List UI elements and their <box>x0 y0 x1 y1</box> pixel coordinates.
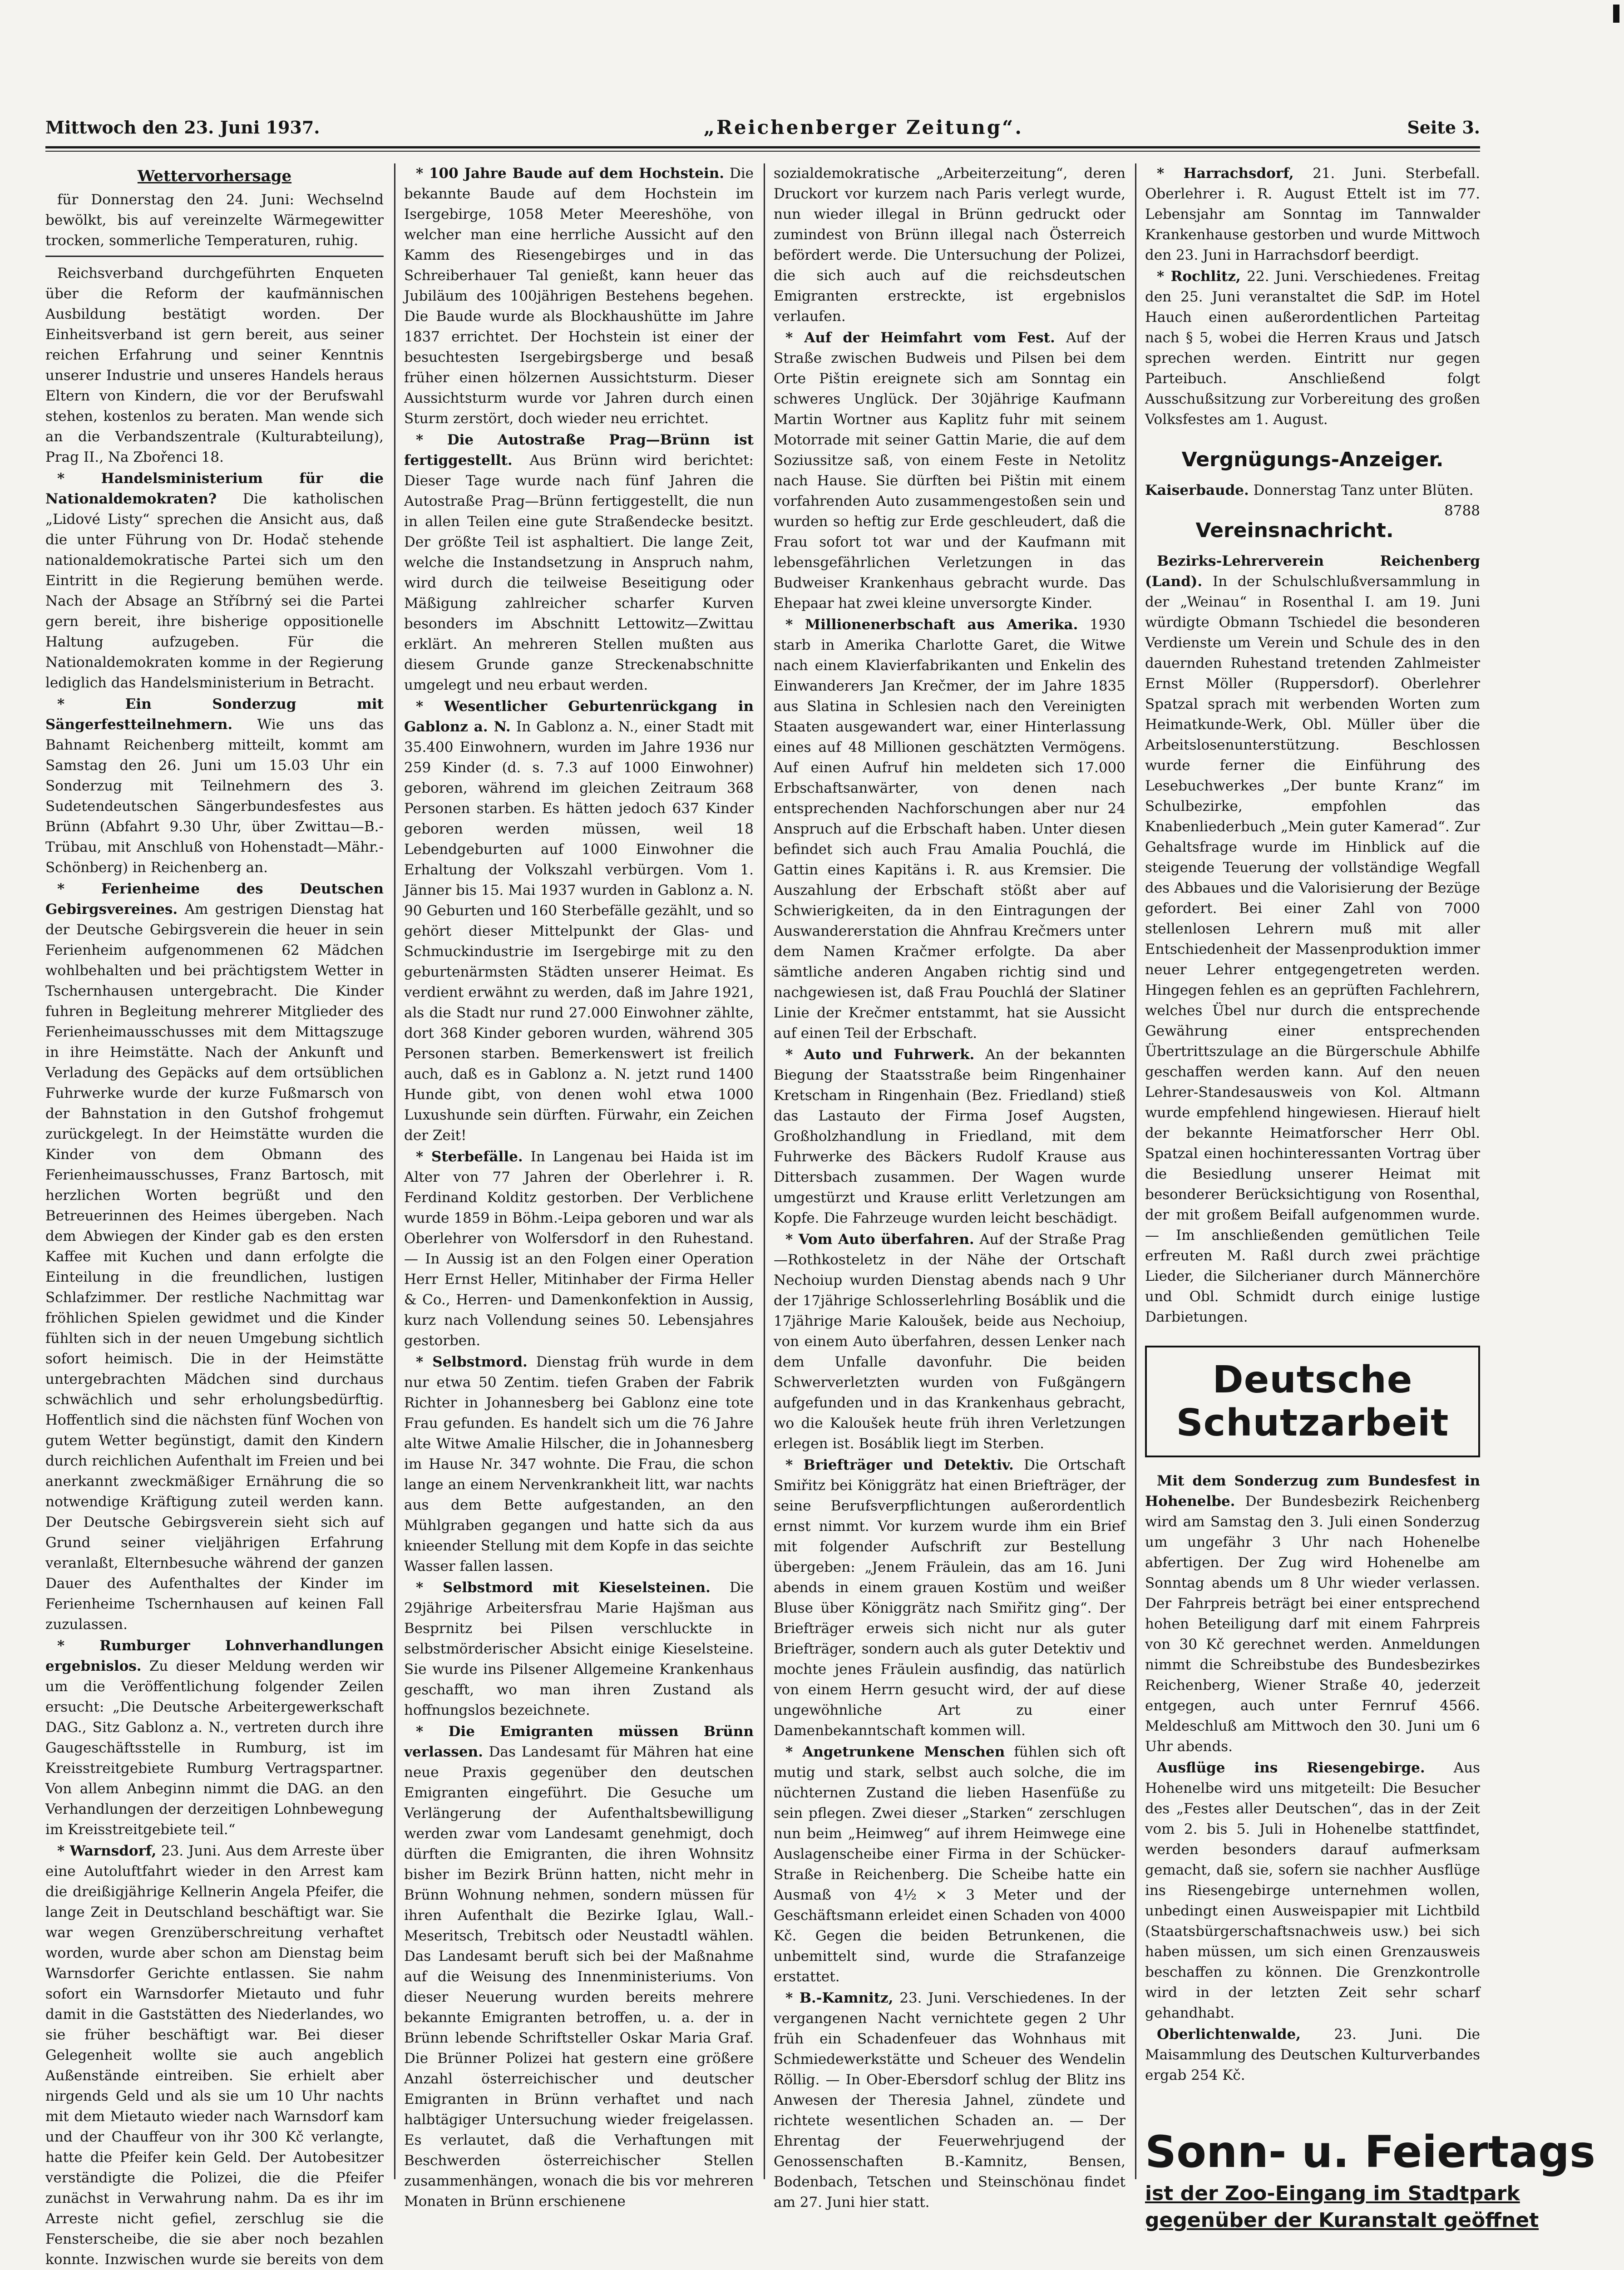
article <box>1145 551 1480 1327</box>
header-page-number: Seite 3. <box>1407 117 1480 138</box>
section-title-amusement: Vergnügungs-Anzeiger. <box>1181 448 1444 471</box>
article-text: fühlen sich oft mutig und stark, selbst auch solche, die im nüchternen Zustand die lieben Hasenfüße zu sein pflegen. Zwei dieser „Starken“ zerschlugen nun beim „Heimweg“ auf ihrem Heimwege eine Auslagenscheibe einer Firma in der Schücker-Straße in Reichenberg. Die Scheibe hatte ein Ausmaß von 4½ × 3 Meter und der Geschäftsmann erleidet einen Schaden von 4000 Kč. Gegen die beiden Betrunkenen, die unbemittelt sind, wurde die Strafanzeige erstattet. <box>774 1744 1126 1985</box>
header-title: „Reichenberger Zeitung“. <box>703 116 1023 138</box>
article <box>404 1578 754 1721</box>
article-text: Der Bundesbezirk Reichenberg wird am Samstag den 3. Juli einen Sonderzug um ungefähr 3 Uhr nach Hohenelbe abfertigen. Der Zug wird Hohenelbe am Sonntag abends um 8 Uhr wieder verlassen. Der Fahrpreis beträgt bei einer entsprechend hohen Beteiligung darf mit einem Fahrpreis von 30 Kč gerechnet werden. Anmeldungen nimmt die Schreibstube des Bundesbezirkes Reichenberg, Wiener Straße 40, jederzeit entgegen, auch unter Fernruf 4566. Meldeschluß am Mittwoch den 30. Juni um 6 Uhr abends. <box>1145 1493 1480 1755</box>
article-text: Die bekannte Baude auf dem Hochstein im Isergebirge, 1058 Meter Meereshöhe, von welcher man eine herrliche Aussicht auf den Kamm des Riesengebirges und in das Schreiberhauer Tal genießt, kann heuer das Jubiläum des 100jährigen Bestehens begehen. Die Baude wurde als Blockhaushütte im Jahre 1837 errichtet. Der Hochstein ist einer der besuchtesten Isergebirgsberge und besaß früher einen hölzernen Aussichtsturm. Dieser Aussichtsturm wurde vor Jahren durch einen Sturm zerstört, doch wieder neu errichtet. <box>404 165 754 427</box>
article <box>404 1352 754 1577</box>
article <box>774 328 1125 614</box>
header-rule <box>45 146 1480 148</box>
section-title-club-news: Vereinsnachricht. <box>1195 519 1394 542</box>
article-heading: Oberlichtenwalde, <box>1157 2026 1301 2043</box>
article <box>404 1722 754 2212</box>
article-text: Reichsverband durchgeführten Enqueten über die Reform der kaufmännischen Ausbildung bestätigt worden. Der Einheitsverband ist gern bereit, aus seiner reichen Erfahrung und seiner Kenntnis unserer Industrie und unseres Handels heraus Eltern von Kindern, die vor der Berufswahl stehen, kostenlos zu beraten. Man wende sich an die Verbandszentrale (Kulturabteilung), Prag II., Na Zbořenci 18. <box>45 265 384 465</box>
column-rule <box>1135 163 1136 2179</box>
article-heading: * Angetrunkene Menschen <box>785 1744 1005 1760</box>
article <box>774 1045 1125 1229</box>
article-text: In Gablonz a. N., einer Stadt mit 35.400 Einwohnern, wurden im Jahre 1936 nur 259 Kinder (d. s. 7.3 auf 1000 Einwohner) geboren, während im gleichen Zeitraum 368 Personen starben. Es hätten jedoch 637 Kinder geboren werden müssen, weil 18 Lebendgeburten auf 1000 Einwohner die Erhaltung der Volkszahl verbürgen. Vom 1. Jänner bis 15. Mai 1937 wurden in Gablonz a. N. 90 Geburten und 160 Sterbefälle gezählt, und so gehört dieser Mittelpunkt der Glas- und Schmuckindustrie im Isergebirge mit zu den geburtenärmsten Städten unserer Heimat. Es verdient erwähnt zu werden, daß im Jahre 1921, als die Stadt nur rund 27.000 Einwohner zählte, dort 368 Kinder geboren wurden, während 305 Personen starben. Bemerkenswert ist freilich auch, daß es in Gablonz a. N. jetzt rund 1400 Hunde gibt, von denen wohl etwa 1000 Luxushunde sein dürften. Fürwahr, ein Zeichen der Zeit! <box>404 719 754 1144</box>
article-text: 23. Juni. Verschiedenes. In der vergangenen Nacht vernichtete gegen 2 Uhr früh ein Schadenfeuer das Wohnhaus mit Schmiedewerkstätte und Scheuer des Wendelin Röllig. — In Ober-Ebersdorf schlug der Blitz ins Anwesen der Theresia Jahnel, zündete und richtete wesentlichen Schaden an. — Der Ehrentag der Feuerwehrjugend der Genossenschaften B.-Kamnitz, Bensen, Bodenbach, Tetschen und Steinschönau findet am 27. Juni hier statt. <box>774 1990 1125 2211</box>
article <box>45 1841 384 2270</box>
article <box>1145 2024 1480 2086</box>
amusement-text: Donnerstag Tanz unter Blüten. <box>1253 482 1474 498</box>
article-heading: * Harrachsdorf, <box>1157 165 1294 182</box>
article-heading: * Ferienheime des Deutschen Gebirgsvereines. <box>45 881 384 918</box>
article-text: Auf der Straße Prag—Rothkosteletz in der Nähe der Ortschaft Nechoiup wurden Dienstag abends nach 9 Uhr der 17jährige Schlosserlehrling Bosáblik und die 17jährige Marie Kaloušek, beide aus Nechoiup, von einem Auto überfahren, dessen Lenker nach dem Unfalle davonfuhr. Die beiden Schwerverletzten wurden von Fußgängern aufgefunden und in das Krankenhaus gebracht, wo die Kaloušek heute früh ihren Verletzungen erlegen ist. Bosáblik liegt im Sterben. <box>774 1231 1126 1452</box>
ad-title-feiertags: Sonn- u. Feiertags <box>1145 2127 1595 2177</box>
header-date: Mittwoch den 23. Juni 1937. <box>45 117 320 138</box>
article-heading: * B.-Kamnitz, <box>785 1990 893 2006</box>
weather-divider <box>45 256 384 257</box>
article-text: Aus Brünn wird berichtet: Dieser Tage wurde nach fünf Jahren die Autostraße Prag—Brünn fertiggestellt, die nun in allen Teilen eine gute Straßendecke besitzt. Der größte Teil ist asphaltiert. Die lange Zeit, welche die Instandsetzung in Anspruch nahm, wird durch die teilweise Beseitigung oder Mäßigung zahlreicher scharfer Kurven besonders im Abschnitt Lettowitz—Zwittau erklärt. An mehreren Stellen mußten aus diesem Grunde ganze Streckenabschnitte umgelegt und neu erbaut werden. <box>404 452 754 693</box>
newspaper-page <box>45 114 1595 2268</box>
article-text: 1930 starb in Amerika Charlotte Garet, die Witwe nach einem Klavierfabrikanten und Enkelin des Einwanderers Jan Krečmer, der im Jahre 1835 aus Slatina in Schlesien nach den Vereinigten Staaten ausgewandert war, einer Hinterlassung eines auf 48 Millionen geschätzten Vermögens. Auf einen Aufruf hin meldeten sich 17.000 Erbschaftsanwärter, von denen nach entsprechenden Nachforschungen aber nur 24 Anspruch auf die Erbschaft haben. Unter diesen befindet sich auch Frau Amalia Pouchlá, die Gattin eines Kapitäns i. R. aus Kremsier. Die Auszahlung der Erbschaft stößt aber auf Schwierigkeiten, da in den Eintragungen der Auswandererstation die Ahnfrau Krečmers unter dem Namen Kračmer erfolgte. Da aber sämtliche anderen Angaben richtig sind und nachgewiesen ist, daß Frau Pouchlá der Slatiner Linie der Krečmer entstammt, hat sie Aussicht auf einen Teil der Erbschaft. <box>774 617 1126 1041</box>
article-text: sozialdemokratische „Arbeiterzeitung“, deren Druckort vor kurzem nach Paris verlegt wurde, nun wieder illegal in Brünn gedruckt oder zumindest von Brünn illegal nach Österreich befördert werde. Die Untersuchung der Polizei, die sich auch auf die reichsdeutschen Emigranten erstreckte, ist ergebnislos verlaufen. <box>774 165 1125 325</box>
amusement-entry <box>1145 480 1480 519</box>
column-3 <box>774 163 1126 2211</box>
article-heading: * Ein Sonderzug mit Sängerfestteilnehmern. <box>45 696 384 733</box>
article-heading: * Rumburger Lohnverhandlungen ergebnislos. <box>45 1638 384 1674</box>
article-heading: * Auf der Heimfahrt vom Fest. <box>785 330 1055 346</box>
article-text: Die katholischen „Lidové Listy“ sprechen die Ansicht aus, daß die unter Führung von Dr. Hodač stehende nationaldemokratische Partei sich um den Eintritt in die Regierung bemühen werde. Nach der Absage an Stříbrný sei die Partei gern bereit, ihre bisherige oppositionelle Haltung aufzugeben. Für die Nationaldemokraten komme in der Regierung lediglich das Handelsministerium in Betracht. <box>45 491 384 691</box>
article-text: 22. Juni. Verschiedenes. Freitag den 25. Juni veranstaltet die SdP. im Hotel Hauch einen außerordentlichen Parteitag nach § 5, wobei die Herren Kraus und Jatsch sprechen werden. Eintritt nur gegen Parteibuch. Anschließend folgt Ausschußsitzung zur Vorbereitung des großen Volksfestes am 1. August. <box>1145 268 1480 428</box>
article-heading: * Selbstmord mit Kieselsteinen. <box>416 1579 711 1596</box>
article <box>404 696 754 1146</box>
amusement-venue: Kaiserbaude. <box>1145 482 1249 498</box>
article <box>774 1988 1125 2213</box>
article-heading: * Sterbefälle. <box>416 1149 523 1165</box>
scan-edge-mark <box>1613 5 1619 23</box>
article <box>404 430 754 696</box>
article <box>45 469 384 693</box>
article <box>774 615 1125 1044</box>
column-rule <box>394 163 395 2179</box>
article-heading: * Millionenerbschaft aus Amerika. <box>785 617 1078 633</box>
page-header <box>45 114 1480 141</box>
article-heading: * Die Emigranten müssen Brünn verlassen. <box>404 1723 754 1760</box>
article-heading: * Warnsdorf, <box>57 1843 157 1859</box>
article <box>404 1147 754 1351</box>
article <box>774 1229 1125 1454</box>
article-text: Das Landesamt für Mähren hat eine neue Praxis gegenüber den deutschen Emigranten eingeführt. Die Gesuche um Verlängerung der Aufenthaltsbewilligung werden zwar vom Landesamt genehmigt, doch dürften die Emigranten, die ihren Wohnsitz bisher im Bezirk Brünn hatten, nicht mehr in Brünn Wohnung nehmen, sondern müssen für ihren Aufenthalt die Bezirke Iglau, Wall.-Meseritsch, Trebitsch oder Neustadtl wählen. Das Landesamt beruft sich bei der Maßnahme auf die Weisung des Innenministeriums. Von dieser Neuerung wurden bereits mehrere bekannte Emigranten betroffen, u. a. der in Brünn lebende Schriftsteller Oskar Maria Graf. Die Brünner Polizei hat gestern eine größere Anzahl österreichischer und deutscher Emigranten in Brünn verhaftet und nach halbtägiger Untersuchung wieder freigelassen. Es verlautet, daß die Verhaftungen mit Beschwerden österreichischer Stellen zusammenhängen, wonach die bis vor mehreren Monaten in Brünn erschienene <box>404 1744 754 2210</box>
article-heading: * Wesentlicher Geburtenrückgang in Gablonz a. N. <box>404 698 754 735</box>
article <box>774 1455 1125 1741</box>
article-text: Wie uns das Bahnamt Reichenberg mitteilt, kommt am Samstag den 26. Juni um 15.03 Uhr ein Sonderzug mit Teilnehmern des 3. Sudetendeutschen Sängerbundesfestes aus Brünn (Abfahrt 9.30 Uhr, über Zwittau—B.-Trübau, mit Anschluß von Hohenstadt—Mähr.-Schönberg) in Reichenberg an. <box>45 716 384 876</box>
article-text: Aus Hohenelbe wird uns mitgeteilt: Die Besucher des „Festes aller Deutschen“, das in der Zeit vom 2. bis 5. Juli in Hohenelbe stattfindet, werden besonders darauf aufmerksam gemacht, daß sie, sofern sie nachher Ausflüge ins Riesengebirge unternehmen wollen, unbedingt einen Ausweispapier mit Lichtbild (Staatsbürgerschaftsnachweis usw.) bei sich haben müssen, um sich einen Grenzausweis beschaffen zu können. Die Grenzkontrolle wird in der letzten Zeit sehr scharf gehandhabt. <box>1145 1760 1480 2021</box>
article-heading: * 100 Jahre Baude auf dem Hochstein. <box>416 165 725 182</box>
column-1 <box>45 163 384 2268</box>
article <box>45 694 384 878</box>
ad-line-zoo: ist der Zoo-Eingang im Stadtpark <box>1145 2182 1520 2205</box>
article-text: An der bekannten Biegung der Staatsstraße beim Ringenhainer Kretscham in Ringenhain (Bez. Friedland) stieß das Lastauto der Firma Josef Augsten, Großholzhandlung in Friedland, mit dem Fuhrwerke des Bäckers Rudolf Krause aus Dittersbach zusammen. Der Wagen wurde umgestürzt und Krause erlitt Verletzungen am Kopfe. Die Fahrzeuge wurden leicht beschädigt. <box>774 1046 1125 1226</box>
article-heading: * Rochlitz, <box>1157 268 1241 285</box>
article-text: Die 29jährige Arbeitersfrau Marie Hajšman aus Besprnitz bei Pilsen verschluckte in selbstmörderischer Absicht einige Kieselsteine. Sie wurde ins Pilsener Allgemeine Krankenhaus geschafft, wo man ihren Zustand als hoffnungslos bezeichnete. <box>404 1579 754 1718</box>
article <box>1145 1758 1480 2023</box>
article-heading: Bezirks-Lehrerverein Reichenberg (Land). <box>1145 553 1480 590</box>
article-heading: * Die Autostraße Prag—Brünn ist fertiggestellt. <box>404 432 754 469</box>
article-heading: * Handelsministerium für die Nationaldemokraten? <box>45 470 384 507</box>
article-text: Auf der Straße zwischen Budweis und Pilsen bei dem Orte Pištin ereignete sich am Sonntag ein schweres Unglück. Der 30jährige Kaufmann Martin Wortner aus Kaplitz fuhr mit seinem Motorrade mit seiner Gattin Marie, die auf dem Soziussitze saß, von einem Feste in Netolitz nach Hause. Sie dürften bei Pištin mit einem vorfahrenden Auto zusammengestoßen sein und wurden so heftig zur Erde geschleudert, daß die Frau sofort tot war und der Kaufmann mit lebensgefährlichen Verletzungen in das Budweiser Krankenhaus gebracht wurde. Das Ehepaar hat zwei kleine unversorgte Kinder. <box>774 330 1125 612</box>
column-rule <box>764 163 765 2179</box>
header-rule-thin <box>45 151 1480 152</box>
ad-box-schutzarbeit <box>1145 1346 1480 1457</box>
article-heading: Ausflüge ins Riesengebirge. <box>1157 1760 1425 1776</box>
amusement-ad-number: 8788 <box>1444 503 1480 519</box>
article-heading: * Auto und Fuhrwerk. <box>785 1046 975 1063</box>
article <box>1145 266 1480 430</box>
article <box>404 163 754 429</box>
article-text: Am gestrigen Dienstag hat der Deutsche Gebirgsverein die heuer in sein Ferienheim aufgenommenen 62 Mädchen wohlbehalten und bei prächtigstem Wetter in Tschernhausen untergebracht. Die Kinder fuhren in Begleitung mehrerer Mitglieder des Ferienheimausschusses mit dem Mittagszuge in ihre Heimstätte. Nach der Ankunft und Verladung des Gepäcks auf dem ortsüblichen Fuhrwerke wurde der kurze Fußmarsch von der Bahnstation in den Gutshof frohgemut zurückgelegt. In der Heimstätte wurden die Kinder von dem Obmann des Ferienheimausschusses, Franz Bartosch, mit herzlichen Worten begrüßt und den Betreuerinnen des Heimes übergeben. Nach dem Abwiegen der Kinder gab es den ersten Kaffee mit Kuchen und dann erfolgte die Einteilung in die freundlichen, lustigen Schlafzimmer. Der restliche Nachmittag war fröhlichen Spielen gewidmet und die Kinder fühlten sich in der neuen Umgebung sichtlich sofort heimisch. Die in der Heimstätte untergebrachten Mädchen sind durchaus schwächlich und sehr erholungsbedürftig. Hoffentlich sind die nächsten fünf Wochen von gutem Wetter begünstigt, damit den Kindern durch reichlichen Aufenthalt im Freien und bei anerkannt zweckmäßiger Ernährung die so notwendige Kräftigung zuteil werden kann. Der Deutsche Gebirgsverein sieht sich auf Grund seiner vieljährigen Erfahrung veranlaßt, Elternbesuche während der ganzen Dauer des Aufenthaltes der Kinder im Ferienheime Tschernhausen auf keinen Fall zuzulassen. <box>45 901 384 1633</box>
article-text: In der Schulschlußversammlung in der „Weinau“ in Rosenthal I. am 19. Juni würdigte Obmann Tschiedel die besonderen Verdienste um Verein und Schule des in den dauernden Ruhestand tretenden Zahlmeister Ernst Möller (Ruppersdorf). Oberlehrer Spatzal sprach mit werbenden Worten zum Heimatkunde-Werk, Obl. Müller über die Arbeitslosenunterstützung. Beschlossen wurde ferner die Einführung des Lesebuchwerkes „Der bunte Kranz“ im Schulbezirke, empfohlen das Knabenliederbuch „Mein guter Kamerad“. Zur Gehaltsfrage wurde im Hinblick auf die steigende Teuerung der vollständige Wegfall des Abbaues und die Valorisierung der Bezüge gefordert. Bei einer Zahl von 7000 stellenlosen Lehrern muß mit aller Entschiedenheit der Massenproduktion immer neuer Lehrer entgegengetreten werden. Hingegen fehlen es an geprüften Fachlehrern, welches Übel nur durch die entsprechende Gewährung einer entsprechenden Übertrittszulage an die Bürgerschule Abhilfe geschaffen werden kann. Auf den neuen Lehrer-Standesausweis von Kol. Altmann wurde empfehlend hingewiesen. Hierauf hielt der bekannte Heimatforscher Herr Obl. Spatzal einen hochinteressanten Vortrag über die Besiedlung unserer Heimat mit besonderer Berücksichtigung von Rosenthal, der mit großem Beifall aufgenommen wurde. — Im anschließenden gemütlichen Teile erfreuten M. Raßl durch zwei prächtige Lieder, die Silcherianer durch Männerchöre und Obl. Schmidt durch einige lustige Darbietungen. <box>1145 573 1480 1325</box>
article-text: Die Ortschaft Smiřitz bei Königgrätz hat einen Briefträger, der seine Berufsverpflichtungen außerordentlich ernst nimmt. Vor kurzem wurde ihm ein Brief mit folgender Aufschrift zur Bestellung übergeben: „Jenem Fräulein, das am 16. Juni abends in einem grauen Kostüm und weißer Bluse über Königgrätz nach Smiřitz ging“. Der Briefträger erweis sich nicht nur als guter Briefträger, sondern auch als guter Detektiv und mochte jenes Fräulein ausfindig, das natürlich von einem Herrn gesucht wird, der auf diese ungewöhnliche Art zu einer Damenbekanntschaft kommen will. <box>774 1457 1125 1739</box>
article-text: Dienstag früh wurde in dem nur etwa 50 Zentim. tiefen Graben der Fabrik Richter in Johannesberg bei Gablonz eine tote Frau gefunden. Es handelt sich um die 76 Jahre alte Witwe Amalie Hilscher, die in Johannesberg im Hause Nr. 347 wohnte. Die Frau, die schon lange an einem Nervenkrankheit litt, war nachts aus dem Bette aufgestanden, an den Mühlgraben gegangen und hatte sich da aus knieender Stellung mit dem Kopfe in das seichte Wasser fallen lassen. <box>404 1354 754 1574</box>
article-text: 21. Juni. Sterbefall. Oberlehrer i. R. August Ettelt ist im 77. Lebensjahr am Sonntag im Tannwalder Krankenhause gestorben und wurde Mittwoch den 23. Juni in Harrachsdorf beerdigt. <box>1145 165 1481 263</box>
article-text: In Langenau bei Haida ist im Alter von 77 Jahren der Oberlehrer i. R. Ferdinand Kolditz gestorben. Der Verblichene wurde 1859 in Böhm.-Leipa geboren und war als Oberlehrer von Wolfersdorf in den Ruhestand. — In Aussig ist an den Folgen einer Operation Herr Ernst Heller, Mitinhaber der Firma Heller & Co., Herren- und Damenkonfektion in Aussig, kurz nach Vollendung seines 50. Lebensjahres gestorben. <box>404 1149 754 1349</box>
column-2 <box>404 163 754 2210</box>
article-text: Zu dieser Meldung werden wir um die Veröffentlichung folgender Zeilen ersucht: „Die Deutsche Arbeitergewerkschaft DAG., Sitz Gablonz a. N., vertreten durch ihre Gaugeschäftsstelle in Rumburg, ist im Kreisstreitgebiete Rumburg Vertragspartner. Von allem Anbeginn nimmt die DAG. an den Verhandlungen der derzeitigen Lohnbewegung im Kreisstreitgebiete teil.“ <box>45 1658 384 1838</box>
article-heading: * Briefträger und Detektiv. <box>785 1457 1014 1473</box>
article-text: 23. Juni. Aus dem Arreste über eine Autoluftfahrt wieder in den Arrest kam die dreißigjährige Kellnerin Angela Pfeifer, die lange Zeit in Deutschland beschäftigt war. Sie war wegen Grenzüberschreitung verhaftet worden, wurde aber schon am Dienstag beim Warnsdorfer Gerichte entlassen. Sie nahm sofort ein Warnsdorfer Mietauto und fuhr damit in die Gaststätten des Niederlandes, wo sie früher beschäftigt war. Bei dieser Gelegenheit wollte sie auch angeblich Außenstände eintreiben. Sie erhielt aber nirgends Geld und als sie um 10 Uhr nachts mit dem Mietauto wieder nach Warnsdorf kam und der Chauffeur von ihr 300 Kč verlangte, hatte die Pfeifer kein Geld. Der Autobesitzer verständigte die Polizei, die die Pfeifer zunächst in Verwahrung nahm. Da es ihr im Arreste nicht gefiel, zerschlug sie die Fensterscheibe, die sie aber noch bezahlen konnte. Inzwischen wurde sie bereits von dem <box>45 1843 384 2268</box>
article <box>774 1742 1125 1987</box>
article <box>1145 1471 1480 1757</box>
weather-title: Wettervorhersage <box>137 167 292 185</box>
article <box>45 879 384 1635</box>
article-heading: * Selbstmord. <box>416 1354 528 1370</box>
ad-title-schutzarbeit: Deutsche Schutzarbeit <box>1176 1358 1449 1445</box>
weather-text: für Donnerstag den 24. Juni: Wechselnd bewölkt, bis auf vereinzelte Wärmegewitter trocken, sommerliche Temperaturen, ruhig. <box>45 192 384 249</box>
article-heading: * Vom Auto überfahren. <box>785 1231 974 1248</box>
ad-line-kuranstalt: gegenüber der Kuranstalt geöffnet <box>1145 2209 1539 2232</box>
article <box>1145 163 1480 266</box>
column-4 <box>1145 163 1595 2232</box>
article-text: 23. Juni. Die Maisammlung des Deutschen Kulturverbandes ergab 254 Kč. <box>1145 2026 1481 2083</box>
article <box>45 1636 384 1840</box>
article-heading: Mit dem Sonderzug zum Bundesfest in Hohenelbe. <box>1145 1473 1480 1510</box>
